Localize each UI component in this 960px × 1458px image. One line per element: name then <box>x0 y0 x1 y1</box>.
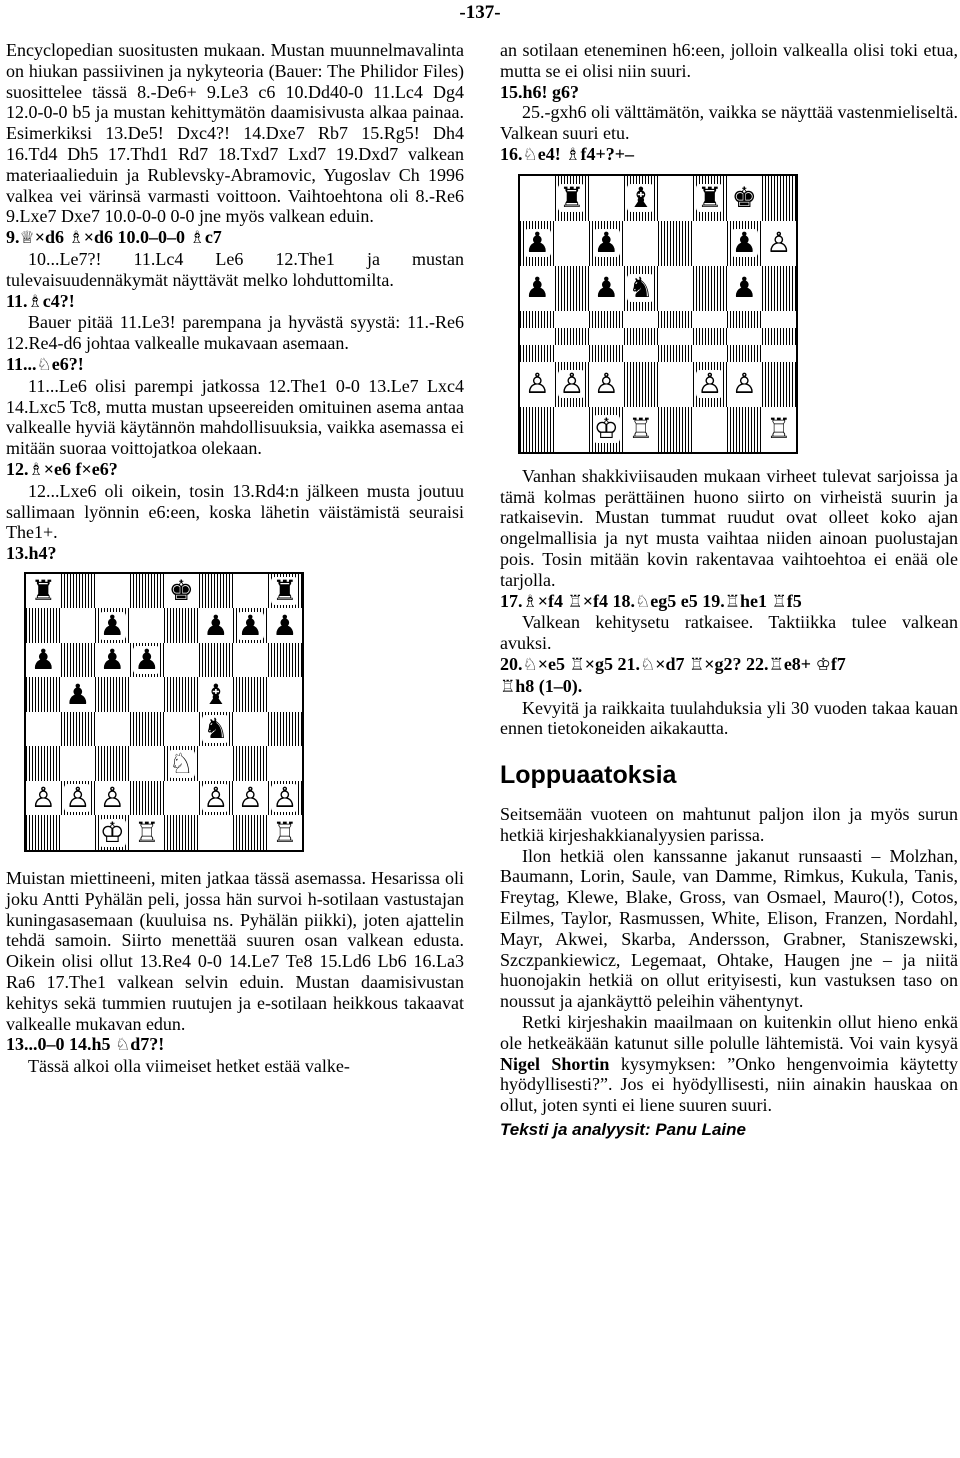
board-square <box>589 328 624 345</box>
paragraph: an sotilaan eteneminen h6:een, jolloin valkealla olisi toki etua, mutta se ei olisi niin suuri. <box>500 40 958 81</box>
paragraph: 12...Lxe6 oli oikein, tosin 13.Rd4:n jälkeen musta joutuu sallimaan lyönnin e6:een, koska lähetin väistämistä seuraisi The1+. <box>6 480 464 543</box>
board-square <box>624 221 659 266</box>
paragraph: Encyclopedian suositusten mukaan. Mustan muunnelmavalinta on hiukan passiivinen ja nykyteoria (Bauer: The Philidor Files) suosittelee tässä 8.-De6+ 9.Le3 c6 10.Dd40-0 11.Lc4 Dg4 12.0-0-0 b5 ja mustan kehittymätön daamisivusta alkaa painaa. Esimerkiksi 13.De5! Dxc4?! 14.Dxe7 Rb7 15.Rg5! Dh4 16.Td4 Dh5 17.Thd1 Rd7 18.Txd7 Lxd7 19.Dxd7 valkean materiaalieduin ja Rublevsky-Abramovic, Yugoslav Ch 1996 valkea vei värinsä varmasti voittoon. Vaihtoehtona oli 8.-Re6 9.Lxe7 Dxe7 10.0-0-0 0-0 jne myös valkean eduin. <box>6 40 464 227</box>
board-square <box>268 746 303 781</box>
board-square <box>762 221 797 266</box>
board-square <box>693 345 728 362</box>
board-square <box>26 815 61 850</box>
bishop-symbol: ♗ <box>565 144 581 165</box>
chess-piece-icon: ♙ <box>766 226 792 260</box>
rook-symbol: ♖ <box>689 654 705 675</box>
paragraph: 25.-gxh6 oli välttämätön, vaikka se näyttää vastenmieliseltä. Valkean suuri etu. <box>500 102 958 144</box>
knight-symbol: ♘ <box>635 591 651 612</box>
chess-piece-icon: ♜ <box>272 574 298 608</box>
paragraph: Bauer pitää 11.Le3! parempana ja hyvästä syystä: 11.-Re6 12.Re4-d6 johtaa valkealle mukavaan asemaan. <box>6 312 464 354</box>
queen-symbol: ♕ <box>19 228 35 249</box>
board-square <box>658 407 693 452</box>
chess-piece-icon: ♙ <box>731 367 757 401</box>
board-square <box>61 574 96 609</box>
board-square <box>61 781 96 816</box>
board-square <box>555 311 590 328</box>
board-square <box>26 643 61 678</box>
board-square <box>658 362 693 407</box>
board-square <box>727 328 762 345</box>
paragraph: Ilon hetkiä olen kanssanne jakanut runsaasti – Molzhan, Baumann, Lorin, Saule, van Damme, Rimkus, Kukula, Tanis, Freytag, Klewe, Blake, Gross, van Osmael, Mauro(!), Cotos, Eilmes, Taylor, Rasmussen, White, Elison, Franzen, Nordahl, Mayr, Akwei, Skarba, Andersson, Grabner, Staniszewski, Szczpankiewicz, Legemaat, Ohtake, Haugen jne – ja niitä huonojakin hetkiä on ollut erityisesti, kun vastuksen taso on noussut ja ajankäyttö peleihin vähentynyt. <box>500 845 958 1012</box>
board-square <box>95 608 130 643</box>
board-square <box>130 815 165 850</box>
board-square <box>693 176 728 221</box>
bishop-symbol: ♗ <box>27 291 43 312</box>
chess-piece-icon: ♟ <box>65 677 91 711</box>
board-square <box>61 712 96 747</box>
board-square <box>164 574 199 609</box>
board-square <box>727 362 762 407</box>
board-square <box>199 677 234 712</box>
chess-piece-icon: ♙ <box>203 781 229 815</box>
board-square <box>199 815 234 850</box>
board-square <box>233 746 268 781</box>
board-square <box>762 266 797 311</box>
chess-piece-icon: ♟ <box>272 608 298 642</box>
board-square <box>520 311 555 328</box>
move-line: 13.h4? <box>6 543 57 564</box>
board-square <box>95 643 130 678</box>
board-square <box>26 746 61 781</box>
move-line: 12.♗×e6 f×e6? <box>6 458 118 480</box>
move-line: 20.♘×e5 ♖×g5 21.♘×d7 ♖×g2? 22.♖e8+ ♔f7 ♖h8 (1–0). <box>500 653 846 697</box>
knight-symbol: ♘ <box>36 354 52 375</box>
knight-symbol: ♘ <box>522 144 538 165</box>
board-square <box>520 362 555 407</box>
chess-piece-icon: ♖ <box>628 412 654 446</box>
chess-piece-icon: ♟ <box>99 643 125 677</box>
board-square <box>95 712 130 747</box>
board-square <box>762 328 797 345</box>
knight-symbol: ♘ <box>115 1035 131 1056</box>
paragraph: Kevyitä ja raikkaita tuulahduksia yli 30 vuoden takaa kauan ennen tietokoneiden aikakautta. <box>500 697 958 739</box>
board-square <box>199 781 234 816</box>
board-square <box>624 407 659 452</box>
board-square <box>164 643 199 678</box>
board-square <box>624 362 659 407</box>
board-square <box>658 345 693 362</box>
chess-piece-icon: ♟ <box>524 271 550 305</box>
paragraph: Valkean kehitysetu ratkaisee. Taktiikka tulee valkean avuksi. <box>500 612 958 654</box>
author-credit: Teksti ja analyysit: Panu Laine <box>500 1119 746 1139</box>
board-square <box>624 311 659 328</box>
paragraph: Tässä alkoi olla viimeiset hetket estää valke- <box>28 1056 350 1077</box>
chess-piece-icon: ♖ <box>272 815 298 849</box>
page-number: -137- <box>459 2 501 23</box>
board-square <box>555 266 590 311</box>
board-square <box>268 815 303 850</box>
paragraph: Retki kirjeshakin maailmaan on kuitenkin ollut hieno enkä ole hetkeäkään katunut sille polulle lähtemistä. Voi vain kysyä Nigel Shortin kysymyksen: ”Onko hengenvoimia käytetty hyödyllisesti?”. Jos ei hyödyllisesti, niin ainakin hauskaa on ollut, joten synti ei liene suuren suuri. <box>500 1011 958 1116</box>
chess-piece-icon: ♙ <box>524 367 550 401</box>
chess-piece-icon: ♟ <box>593 271 619 305</box>
chess-piece-icon: ♜ <box>697 181 723 215</box>
chess-piece-icon: ♙ <box>559 367 585 401</box>
board-square <box>589 221 624 266</box>
chess-piece-icon: ♙ <box>593 367 619 401</box>
move-line: 11...♘e6?! <box>6 353 84 375</box>
board-square <box>130 574 165 609</box>
chess-piece-icon: ♙ <box>99 781 125 815</box>
chess-piece-icon: ♘ <box>168 746 194 780</box>
chess-piece-icon: ♔ <box>99 815 125 849</box>
rook-symbol: ♖ <box>724 591 741 612</box>
board-square <box>762 311 797 328</box>
chess-piece-icon: ♟ <box>237 608 263 642</box>
board-square <box>130 712 165 747</box>
board-square <box>199 608 234 643</box>
rook-symbol: ♖ <box>569 654 585 675</box>
board-square <box>762 176 797 221</box>
board-square <box>658 176 693 221</box>
board-square <box>95 815 130 850</box>
chess-piece-icon: ♟ <box>731 271 757 305</box>
board-square <box>762 407 797 452</box>
bishop-symbol: ♗ <box>189 228 205 249</box>
board-square <box>520 328 555 345</box>
board-square <box>658 266 693 311</box>
board-square <box>164 608 199 643</box>
board-square <box>762 345 797 362</box>
board-square <box>130 677 165 712</box>
board-square <box>268 712 303 747</box>
board-square <box>95 574 130 609</box>
chess-piece-icon: ♟ <box>30 643 56 677</box>
board-square <box>130 643 165 678</box>
chess-piece-icon: ♟ <box>593 226 619 260</box>
board-square <box>658 328 693 345</box>
board-square <box>658 311 693 328</box>
chess-piece-icon: ♝ <box>203 677 229 711</box>
board-square <box>130 746 165 781</box>
board-square <box>164 781 199 816</box>
board-square <box>26 574 61 609</box>
board-square <box>233 574 268 609</box>
paragraph: 11...Le6 olisi parempi jatkossa 12.The1 0-0 13.Le7 Lxc4 14.Lxc5 Tc8, mutta mustan upseereiden omituinen asema antaa valkealle hyviä käytännön mahdollisuuksia, vaikka asemassa ei mitään suoraa voittojatkoa olekaan. <box>6 375 464 459</box>
person-name: Nigel Shortin <box>500 1053 610 1074</box>
chess-piece-icon: ♜ <box>559 181 585 215</box>
board-square <box>555 345 590 362</box>
board-square <box>589 176 624 221</box>
board-square <box>693 407 728 452</box>
board-square <box>95 677 130 712</box>
left-column <box>6 40 464 1077</box>
board-square <box>26 712 61 747</box>
board-square <box>727 221 762 266</box>
board-square <box>520 407 555 452</box>
board-square <box>555 328 590 345</box>
board-square <box>130 608 165 643</box>
board-square <box>624 328 659 345</box>
board-square <box>199 643 234 678</box>
chess-piece-icon: ♚ <box>731 181 757 215</box>
board-square <box>268 574 303 609</box>
board-square <box>727 345 762 362</box>
move-line: 15.h6! g6? <box>500 81 580 102</box>
board-square <box>268 677 303 712</box>
board-square <box>233 643 268 678</box>
board-square <box>164 712 199 747</box>
bishop-symbol: ♗ <box>68 228 84 249</box>
board-square <box>130 781 165 816</box>
board-square <box>26 781 61 816</box>
rook-symbol: ♖ <box>567 591 583 612</box>
chess-board-diagram <box>518 174 798 454</box>
move-line: 13...0–0 14.h5 ♘d7?! <box>6 1034 165 1056</box>
board-square <box>727 266 762 311</box>
board-square <box>199 746 234 781</box>
board-square <box>164 677 199 712</box>
board-square <box>520 176 555 221</box>
board-square <box>555 176 590 221</box>
paragraph: Vanhan shakkiviisauden mukaan virheet tulevat sarjoissa ja tämä kolmas perättäinen huono siirto on virheistä suurin ja ratkaisevin. Mustan tummat ruudut ovat olleet koko ajan ongelmallisia ja nyt musta vaihtaa niiden ainoan puolustajan pois. Tosin mitään kovin rakentavaa vaihtoehtoa ei enää ole tarjolla. <box>500 465 958 590</box>
board-square <box>693 328 728 345</box>
move-line: 16.♘e4! ♗f4+?+– <box>500 143 634 165</box>
board-square <box>233 712 268 747</box>
board-square <box>555 221 590 266</box>
board-square <box>693 311 728 328</box>
chess-piece-icon: ♞ <box>628 271 654 305</box>
board-square <box>589 266 624 311</box>
move-line: 17.♗×f4 ♖×f4 18.♘eg5 e5 19.♖he1 ♖f5 <box>500 590 802 612</box>
board-square <box>727 311 762 328</box>
board-square <box>164 815 199 850</box>
chess-piece-icon: ♙ <box>272 781 298 815</box>
chess-piece-icon: ♚ <box>168 574 194 608</box>
knight-symbol: ♘ <box>640 654 656 675</box>
board-square <box>61 608 96 643</box>
chess-piece-icon: ♟ <box>524 226 550 260</box>
paragraph: Muistan miettineeni, miten jatkaa tässä asemassa. Hesarissa oli joku Antti Pyhälän peli, jossa hän survoi h-sotilaan vastustajan kuningasasemaan (kuuluisa ns. Pyhälän piikki), joten ajattelin tehdä samoin. Siirto menettää suuren osan valkean edusta. Oikein olisi ollut 13.Re4 0-0 14.Le7 Te8 15.Ld6 Lb6 16.La3 Ra6 17.The1 valkean selvin eduin. Mustan daamisivustan kehitys sekä tummien ruutujen ja e-sotilaan heikkous takaavat valkealle mukavan edun. <box>6 867 464 1034</box>
chess-piece-icon: ♟ <box>99 608 125 642</box>
board-square <box>727 176 762 221</box>
chess-piece-icon: ♖ <box>766 412 792 446</box>
board-square <box>658 221 693 266</box>
board-square <box>555 407 590 452</box>
board-square <box>693 221 728 266</box>
section-heading: Loppuaatoksia <box>500 761 677 790</box>
board-square <box>61 815 96 850</box>
bishop-symbol: ♗ <box>522 591 538 612</box>
board-square <box>233 608 268 643</box>
board-square <box>26 677 61 712</box>
right-column <box>500 40 958 1141</box>
board-square <box>61 677 96 712</box>
chess-piece-icon: ♟ <box>203 608 229 642</box>
move-line: 11.♗c4?! <box>6 290 75 312</box>
board-square <box>555 362 590 407</box>
board-square <box>624 266 659 311</box>
king-symbol: ♔ <box>815 654 831 675</box>
board-square <box>762 362 797 407</box>
board-square <box>727 407 762 452</box>
board-square <box>233 781 268 816</box>
chess-piece-icon: ♖ <box>134 815 160 849</box>
chess-piece-icon: ♙ <box>237 781 263 815</box>
rook-symbol: ♖ <box>768 654 784 675</box>
board-square <box>233 815 268 850</box>
move-line: 9.♕×d6 ♗×d6 10.0–0–0 ♗c7 <box>6 227 222 249</box>
chess-piece-icon: ♜ <box>30 574 56 608</box>
board-square <box>26 608 61 643</box>
board-square <box>268 643 303 678</box>
chess-piece-icon: ♔ <box>593 412 619 446</box>
chess-piece-icon: ♞ <box>203 712 229 746</box>
board-square <box>268 608 303 643</box>
chess-piece-icon: ♟ <box>134 643 160 677</box>
board-square <box>589 407 624 452</box>
board-square <box>199 712 234 747</box>
chess-piece-icon: ♙ <box>697 367 723 401</box>
board-square <box>61 746 96 781</box>
chess-piece-icon: ♙ <box>30 781 56 815</box>
chess-piece-icon: ♙ <box>65 781 91 815</box>
chess-board-diagram <box>24 572 304 852</box>
board-square <box>199 574 234 609</box>
board-square <box>268 781 303 816</box>
board-square <box>624 345 659 362</box>
board-square <box>95 781 130 816</box>
rook-symbol: ♖ <box>771 591 787 612</box>
chess-piece-icon: ♝ <box>628 181 654 215</box>
paragraph: Seitsemään vuoteen on mahtunut paljon ilon ja myös surun hetkiä kirjeshakkianalyysien parissa. <box>500 803 958 845</box>
board-square <box>61 643 96 678</box>
board-square <box>520 221 555 266</box>
board-square <box>164 746 199 781</box>
board-square <box>95 746 130 781</box>
board-square <box>589 311 624 328</box>
bishop-symbol: ♗ <box>28 459 44 480</box>
board-square <box>589 345 624 362</box>
board-square <box>693 362 728 407</box>
board-square <box>520 266 555 311</box>
board-square <box>693 266 728 311</box>
board-square <box>520 345 555 362</box>
paragraph: 10...Le7?! 11.Lc4 Le6 12.The1 ja mustan tulevaisuudennäkymät näyttävät melko lohduttomilta. <box>6 248 464 290</box>
knight-symbol: ♘ <box>522 654 538 675</box>
board-square <box>589 362 624 407</box>
rook-symbol: ♖ <box>500 676 516 697</box>
board-square <box>624 176 659 221</box>
board-square <box>233 677 268 712</box>
chess-piece-icon: ♟ <box>731 226 757 260</box>
